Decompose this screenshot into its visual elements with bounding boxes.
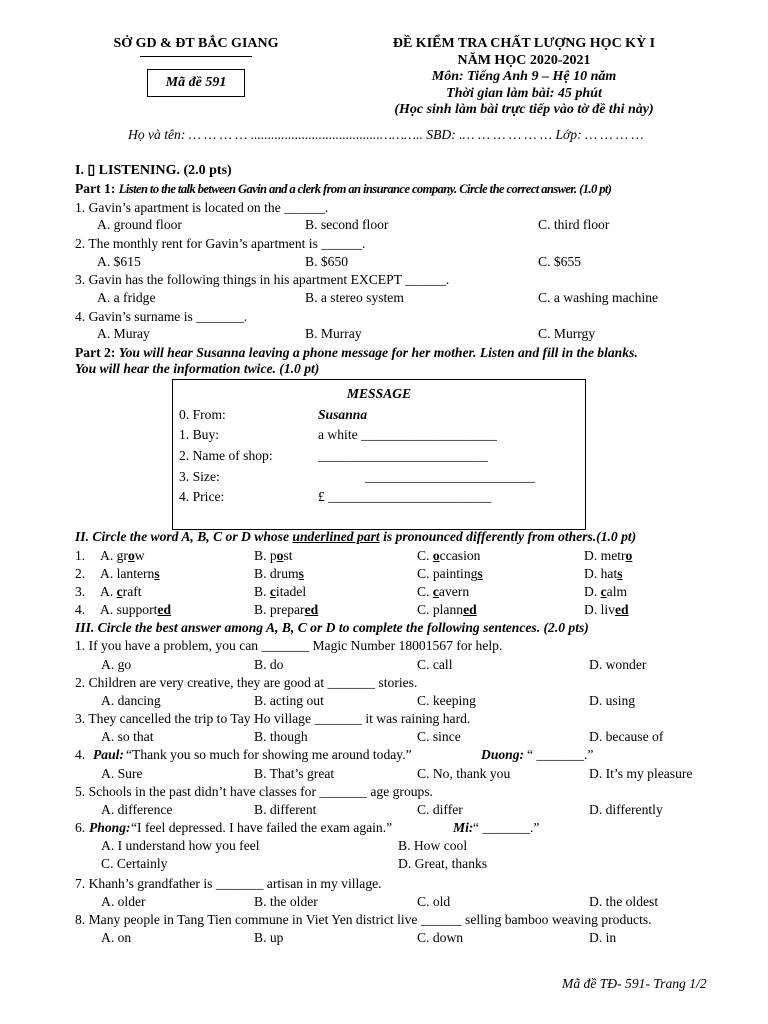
option: C. third floor (538, 217, 610, 232)
department-name: SỞ GD & ĐT BẮC GIANG (113, 36, 279, 51)
pronunciation-row (0, 566, 768, 584)
option: C. cavern (417, 584, 470, 599)
answer-row (0, 802, 768, 820)
option: C. down (417, 930, 464, 945)
message-blank[interactable]: _________________________ (365, 469, 535, 484)
option: D. using (589, 693, 636, 708)
option: B. second floor (305, 217, 389, 232)
option: D. metro (584, 548, 633, 563)
answer-row (0, 290, 768, 308)
option: C. a washing machine (538, 290, 659, 305)
question-number: 4. (75, 602, 86, 617)
option: D. Great, thanks (398, 856, 488, 871)
question-text: 1. If you have a problem, you can _______ Magic Number 18001567 for help. (75, 638, 503, 653)
option: D. calm (584, 584, 628, 599)
option: A. grow (100, 548, 145, 563)
pronunciation-row (0, 602, 768, 620)
part2-text-2: You will hear the information twice. (1.0 pt) (75, 361, 320, 376)
exam-title: ĐỀ KIỂM TRA CHẤT LƯỢNG HỌC KỲ I (392, 36, 656, 51)
question-text: 2. Children are very creative, they are good at _______ stories. (75, 675, 418, 690)
option: B. $650 (305, 254, 349, 269)
page-footer: Mã đề TĐ- 591- Trang 1/2 (562, 976, 707, 991)
option: D. differently (589, 802, 663, 817)
message-label: 2. Name of shop: (179, 448, 273, 463)
message-title: MESSAGE (346, 386, 412, 401)
option: B. citadel (254, 584, 307, 599)
option: B. Murray (305, 326, 362, 341)
question-text: 3. Gavin has the following things in his apartment EXCEPT ______. (75, 272, 450, 287)
answer-row (0, 217, 768, 235)
option: C. $655 (538, 254, 582, 269)
option: B. up (254, 930, 284, 945)
option: A. ground floor (97, 217, 182, 232)
option: C. old (417, 894, 451, 909)
option: D. because of (589, 729, 664, 744)
message-label: 1. Buy: (179, 427, 220, 442)
option: B. the older (254, 894, 318, 909)
option: C. differ (417, 802, 463, 817)
divider (140, 56, 252, 57)
answer-row (0, 729, 768, 747)
part2-instruction (75, 345, 638, 361)
option: B. That’s great (254, 766, 335, 781)
option: A. a fridge (97, 290, 156, 305)
question-text: 8. Many people in Tang Tien commune in Viet Yen district live ______ selling bamboo weaving products. (75, 912, 652, 927)
option: A. dancing (101, 693, 161, 708)
option: C. Certainly (101, 856, 168, 871)
option: A. Muray (97, 326, 150, 341)
question-text: 7. Khanh’s grandfather is _______ artisan in my village. (75, 876, 382, 891)
option: D. hats (584, 566, 623, 581)
pronunciation-row (0, 548, 768, 566)
option: A. older (101, 894, 146, 909)
question-text: 2. The monthly rent for Gavin’s apartment is ______. (75, 236, 366, 251)
option: C. since (417, 729, 461, 744)
question-number: 2. (75, 566, 86, 581)
option: B. prepared (254, 602, 319, 617)
option: B. different (254, 802, 317, 817)
option: B. drums (254, 566, 304, 581)
instruction: (Học sinh làm bài trực tiếp vào tờ đề thi này) (394, 102, 654, 117)
option: C. call (417, 657, 453, 672)
message-label: 4. Price: (179, 489, 225, 504)
option: A. Sure (101, 766, 143, 781)
speaker: Mi: (453, 820, 474, 835)
option: C. planned (417, 602, 477, 617)
school-year: NĂM HỌC 2020-2021 (457, 53, 591, 68)
option: B. How cool (398, 838, 468, 853)
question-text: 3. They cancelled the trip to Tay Ho village _______ it was raining hard. (75, 711, 471, 726)
option: A. supported (100, 602, 171, 617)
section-heading-listening: I. ▯ LISTENING. (2.0 pts) (75, 163, 232, 178)
option: D. It’s my pleasure (589, 766, 693, 781)
message-value: Susanna (318, 407, 368, 422)
speaker: Paul: (93, 747, 124, 762)
part2-text: You will hear Susanna leaving a phone message for her mother. Listen and fill in the blanks. (118, 345, 638, 360)
answer-row (0, 766, 768, 784)
option: B. though (254, 729, 308, 744)
option: A. so that (101, 729, 154, 744)
answer-row (0, 930, 768, 948)
option: B. acting out (254, 693, 324, 708)
option: A. $615 (97, 254, 141, 269)
part2-label: Part 2: (75, 345, 116, 360)
answer-row (0, 894, 768, 912)
dialogue-question: 4. Paul: “Thank you so much for showing me around today.” Duong: “ _______.” (75, 747, 594, 762)
message-blank[interactable]: _________________________ (318, 448, 488, 463)
speaker: Duong: (481, 747, 525, 762)
option: C. No, thank you (417, 766, 511, 781)
answer-row (0, 693, 768, 711)
section-heading-grammar: III. Circle the best answer among A, B, C or D to complete the following sentences. (2.0 pts) (75, 620, 589, 635)
question-number: 3. (75, 584, 86, 599)
option: B. a stereo system (305, 290, 404, 305)
question-text: 4. Gavin’s surname is _______. (75, 309, 248, 324)
message-blank[interactable]: a white ____________________ (318, 427, 497, 442)
student-info-line: Họ và tên: … … … … ......................................……….. SBD: .… … … … … … Lớp: … … … … (128, 127, 644, 142)
question-text: 5. Schools in the past didn’t have classes for _______ age groups. (75, 784, 434, 799)
option: A. on (101, 930, 132, 945)
option: D. the oldest (589, 894, 659, 909)
answer-row (0, 657, 768, 675)
dialogue-question: 6. Phong: “I feel depressed. I have failed the exam again.” Mi: “ _______.” (75, 820, 540, 835)
option: B. post (254, 548, 293, 563)
part1-text: Listen to the talk between Gavin and a clerk from an insurance company. Circle the correct answer. (1.0 pt) (118, 182, 612, 196)
option: D. in (589, 930, 617, 945)
message-label: 0. From: (179, 407, 226, 422)
subject: Môn: Tiếng Anh 9 – Hệ 10 năm (431, 69, 617, 84)
message-box (172, 379, 586, 530)
part1-instruction (75, 181, 611, 197)
answer-row (0, 838, 768, 856)
pronunciation-row (0, 584, 768, 602)
option: A. lanterns (100, 566, 160, 581)
option: B. do (254, 657, 284, 672)
section-heading-pronunciation: II. Circle the word A, B, C or D whose underlined part is pronounced differently from others.(1.0 pt) (75, 529, 637, 544)
duration: Thời gian làm bài: 45 phút (446, 86, 602, 101)
question-text: 1. Gavin’s apartment is located on the ______. (75, 200, 329, 215)
option: D. wonder (589, 657, 647, 672)
option: A. craft (100, 584, 142, 599)
part1-label: Part 1: (75, 181, 116, 196)
question-number: 1. (75, 548, 86, 563)
answer-row (0, 326, 768, 344)
speaker: Phong: (89, 820, 131, 835)
option: C. paintings (417, 566, 483, 581)
answer-row (0, 254, 768, 272)
message-label: 3. Size: (179, 469, 220, 484)
option: C. Murrgy (538, 326, 596, 341)
option: D. lived (584, 602, 629, 617)
option: C. keeping (417, 693, 476, 708)
answer-row (0, 856, 768, 874)
message-blank[interactable]: £ ________________________ (318, 489, 492, 504)
option: A. I understand how you feel (101, 838, 260, 853)
option: C. occasion (417, 548, 481, 563)
exam-code-box: Mã đề 591 (147, 69, 245, 97)
option: A. go (101, 657, 132, 672)
option: A. difference (101, 802, 173, 817)
